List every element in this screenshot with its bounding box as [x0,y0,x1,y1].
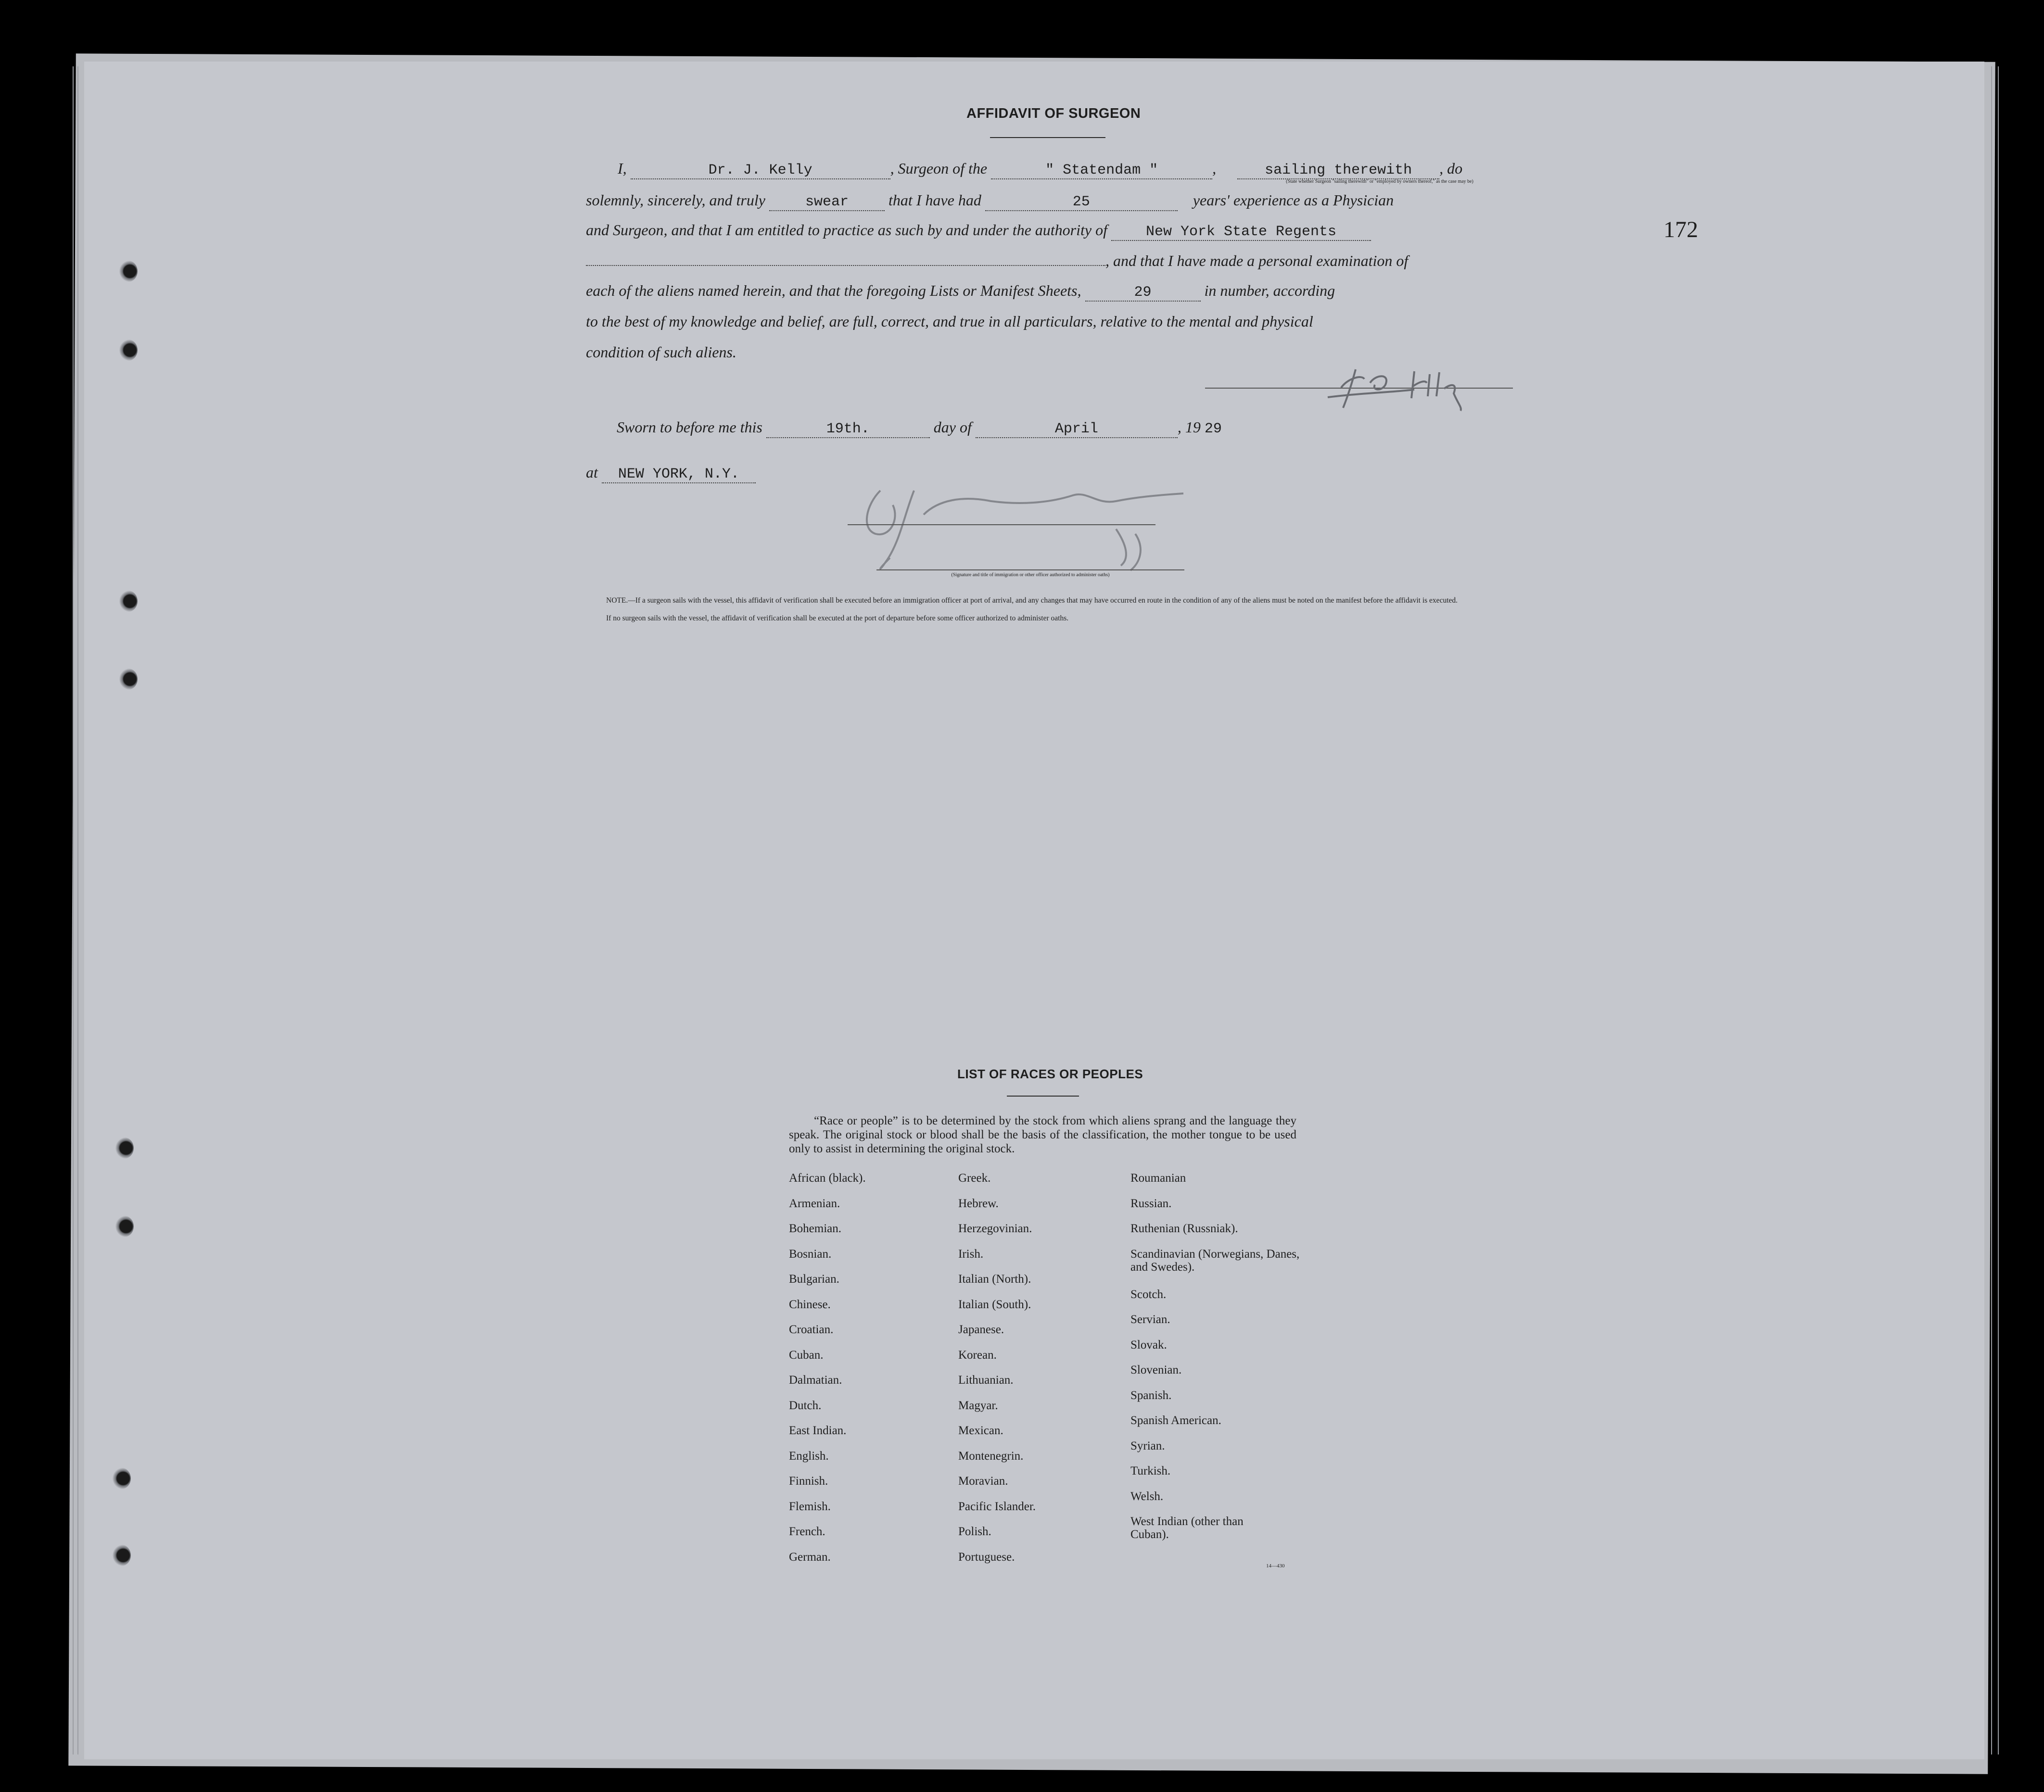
affidavit-title: AFFIDAVIT OF SURGEON [966,106,1141,121]
sworn-text: Sworn to before me this [617,418,762,436]
race-item: Finnish. [789,1475,828,1488]
solemnly-text: solemnly, sincerely, and truly [586,191,765,209]
race-item: Mexican. [958,1424,1003,1437]
race-item: Croatian. [789,1323,834,1336]
race-item: Portuguese. [958,1550,1015,1564]
binder-hole [115,1137,134,1159]
page-number: 172 [1663,217,1698,242]
day-field: 19th. [766,421,930,438]
sailing-status-field: sailing therewith [1237,162,1439,179]
binder-hole [119,261,138,282]
race-item: Irish. [958,1247,984,1261]
race-item: Bulgarian. [789,1273,839,1286]
officer-signature-line-2 [876,569,1184,570]
sworn-line [586,418,1222,438]
binder-hole [119,591,138,612]
race-item: African (black). [789,1172,866,1185]
year-field: 29 [1204,421,1222,437]
race-item: Dalmatian. [789,1374,842,1387]
affidavit-line-4 [586,252,1408,270]
oath-field: swear [769,194,885,211]
place-field: NEW YORK, N.Y. [602,466,756,483]
races-column-2 [958,1172,1036,1576]
affidavit-line-3 [586,221,1371,241]
race-item: Slovak. [1130,1338,1167,1351]
race-item: Herzegovinian. [958,1222,1032,1235]
race-item: Polish. [958,1525,991,1538]
page-edge [73,66,74,1754]
races-title-rule [1007,1096,1079,1097]
surgeon-signature [1318,360,1501,413]
races-title: LIST OF RACES OR PEOPLES [957,1067,1143,1081]
and-surgeon-text: and Surgeon, and that I am entitled to practice as such by and under the authority of [586,221,1107,239]
vessel-name-field: " Statendam " [991,162,1212,179]
race-item: Spanish. [1130,1388,1172,1402]
in-number-text: in number, according [1204,282,1335,299]
title-rule [990,137,1105,138]
page-edge [1991,66,1992,1754]
page-edge [1998,66,1999,1754]
race-item: Italian (South). [958,1298,1031,1311]
affidavit-line-1 [586,160,1462,179]
race-item: Roumanian [1130,1172,1186,1185]
binder-hole [115,1216,134,1237]
note-paragraph-2: If no surgeon sails with the vessel, the affidavit of verification shall be executed at the port of departure before some officer authorized to administer oaths. [606,614,1069,622]
race-item [1114,1248,1313,1288]
race-item: East Indian. [789,1424,847,1437]
race-item: Lithuanian. [958,1374,1014,1387]
race-item: Flemish. [789,1500,831,1513]
affidavit-line-5 [586,282,1335,302]
race-item: Slovenian. [1130,1363,1182,1376]
race-item: Armenian. [789,1197,840,1210]
binder-hole [119,669,138,690]
personal-exam-text: , and that I have made a personal examination of [1105,252,1409,269]
affidavit-line-7: condition of such aliens. [586,343,736,361]
race-item: Cuban. [789,1348,824,1362]
officer-signature-line-1 [848,524,1155,525]
authority-continuation-field [586,265,1105,266]
race-item: Russian. [1130,1197,1172,1210]
affidavit-line-6: to the best of my knowledge and belief, are full, correct, and true in all particulars, relative to the mental and physical [586,313,1313,330]
race-item: English. [789,1449,829,1463]
year-prefix-text: , 19 [1177,418,1201,436]
at-text: at [586,464,598,481]
race-item: French. [789,1525,825,1538]
race-item: Syrian. [1130,1439,1165,1452]
form-number: 14—430 [1266,1563,1285,1569]
each-of-aliens-text: each of the aliens named herein, and that the foregoing Lists or Manifest Sheets, [586,282,1081,299]
word-i: I, [618,160,627,177]
note-paragraph-1: NOTE.—If a surgeon sails with the vessel, this affidavit of verification shall be executed before an immigration officer at port of arrival, and any changes that may have occurred en route in the condition of any of the aliens must be noted on the manifest before the affidavit is executed. [606,596,1458,605]
race-item: Bosnian. [789,1247,832,1261]
page-edge [77,66,78,1754]
race-item: Bohemian. [789,1222,842,1235]
binder-hole [113,1545,131,1566]
race-item: Spanish American. [1130,1414,1221,1427]
race-item: Dutch. [789,1399,822,1412]
race-item: Korean. [958,1348,997,1362]
race-item: West Indian (other than Cuban). [1130,1515,1244,1541]
race-item: Magyar. [958,1399,998,1412]
race-item: Moravian. [958,1475,1008,1488]
comma-text: , [1212,160,1217,177]
race-item: Montenegrin. [958,1449,1024,1463]
i-have-had-text: that I have had [888,191,981,209]
race-item: Pacific Islander. [958,1500,1036,1513]
years-field: 25 [985,194,1178,211]
race-item: Japanese. [958,1323,1004,1336]
race-item: Chinese. [789,1298,831,1311]
race-item: Italian (North). [958,1273,1031,1286]
race-item: Hebrew. [958,1197,999,1210]
years-experience-text: years' experience as a Physician [1193,191,1394,209]
race-item: German. [789,1550,831,1564]
races-column-3 [1130,1172,1313,1555]
officer-caption: (Signature and title of immigration or other officer authorized to administer oaths) [951,572,1110,578]
authority-field: New York State Regents [1111,224,1371,241]
officer-signature [847,476,1280,582]
race-item: Ruthenian (Russniak). [1130,1222,1238,1235]
race-item: Welsh. [1130,1489,1164,1503]
month-field: April [976,421,1178,438]
place-line [586,464,756,483]
surgeon-of-text: , Surgeon of the [890,160,988,177]
race-item: Scotch. [1130,1287,1167,1301]
race-item: Turkish. [1130,1464,1171,1477]
race-item: Greek. [958,1172,991,1185]
sheets-count-field: 29 [1085,284,1201,302]
day-of-text: day of [933,418,972,436]
sailing-status-caption: (State whether Surgeon "sailing therewith" or "employed by owners thereof," as the case may be) [1286,179,1473,184]
do-text: , do [1439,160,1463,177]
affidavit-line-2 [586,191,1394,211]
races-intro: “Race or people” is to be determined by the stock from which aliens sprang and the language they speak. The original stock or blood shall be the basis of the classification, the mother tongue to be used only to assist in determining the original stock. [789,1114,1296,1155]
binder-hole [119,340,138,361]
race-item: Servian. [1130,1313,1170,1326]
surgeon-name-field: Dr. J. Kelly [631,162,890,179]
binder-hole [113,1468,131,1489]
race-item-text: Scandinavian (Norwegians, Danes, and Swedes). [1130,1247,1300,1274]
races-column-1 [789,1172,866,1576]
